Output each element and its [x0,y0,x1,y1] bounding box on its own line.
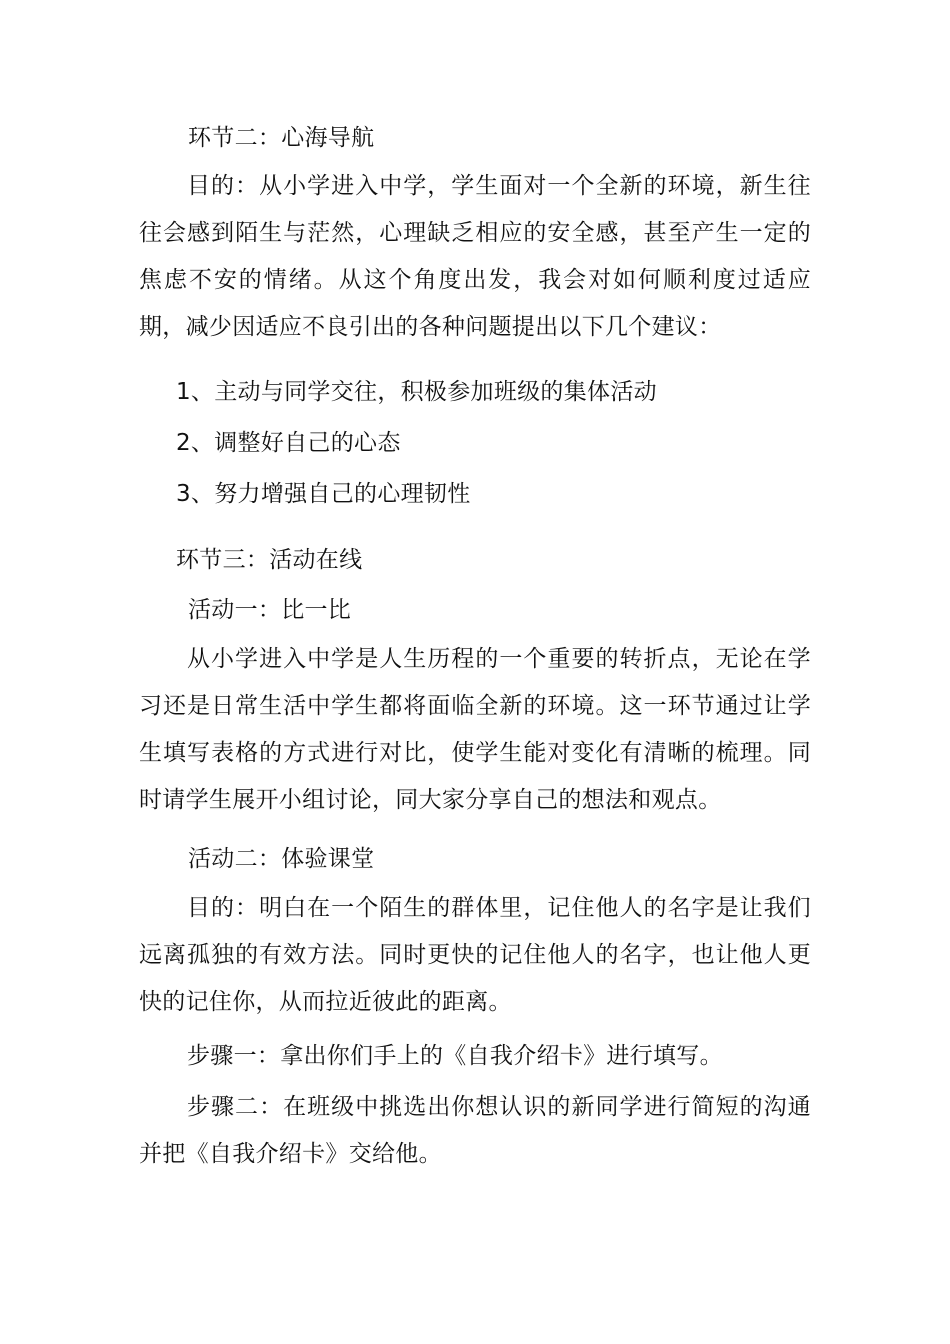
section-heading-2: 环节二：心海导航 [188,125,375,151]
suggestion-item-1: 1、主动与同学交往，积极参加班级的集体活动 [176,379,657,405]
purpose-paragraph-2: 目的：明白在一个陌生的群体里，记住他人的名字是让我们远离孤独的有效方法。同时更快的记住他人的名字，也让他人更快的记住你，从而拉近彼此的距离。 [139,895,811,1015]
activity-1-paragraph: 从小学进入中学是人生历程的一个重要的转折点，无论在学习还是日常生活中学生都将面临全新的环境。这一环节通过让学生填写表格的方式进行对比，使学生能对变化有清晰的梳理。同时请学生展开小组讨论，同大家分享自己的想法和观点。 [139,646,811,813]
section-heading-3: 环节三：活动在线 [176,547,363,573]
step-1-paragraph: 步骤一：拿出你们手上的《自我介绍卡》进行填写。 [187,1043,723,1069]
purpose-paragraph-1: 目的：从小学进入中学，学生面对一个全新的环境，新生往往会感到陌生与茫然，心理缺乏相应的安全感，甚至产生一定的焦虑不安的情绪。从这个角度出发，我会对如何顺利度过适应期，减少因适应不良引出的各种问题提出以下几个建议： [139,173,811,340]
step-2-paragraph: 步骤二：在班级中挑选出你想认识的新同学进行简短的沟通并把《自我介绍卡》交给他。 [139,1094,811,1167]
activity-heading-2: 活动二：体验课堂 [188,846,375,872]
suggestion-item-2: 2、调整好自己的心态 [176,430,401,456]
suggestion-item-3: 3、努力增强自己的心理韧性 [176,481,471,507]
activity-heading-1: 活动一：比一比 [188,597,352,623]
